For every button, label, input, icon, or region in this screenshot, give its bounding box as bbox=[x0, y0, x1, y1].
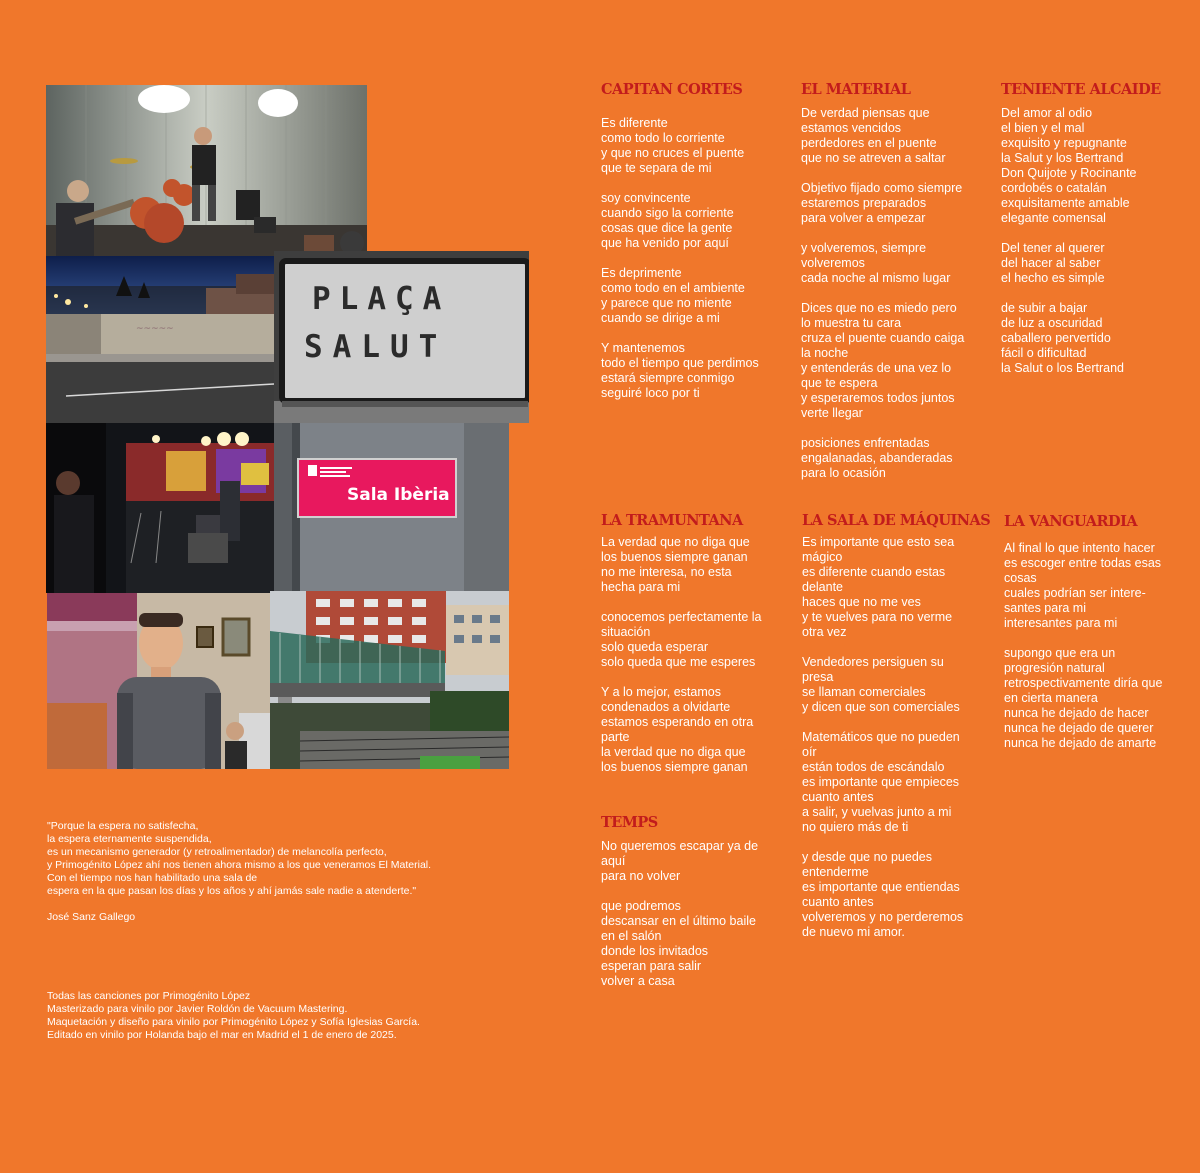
lyric-line: es escoger entre todas esas bbox=[1004, 556, 1162, 570]
lyric-line: los buenos siempre ganan bbox=[601, 550, 748, 564]
lyric-line: cosas bbox=[1004, 571, 1037, 585]
song-title: TENIENTE ALCAIDE bbox=[1001, 81, 1161, 98]
lyric-line: solo queda esperar bbox=[601, 640, 709, 654]
lyric-line: elegante comensal bbox=[1001, 211, 1106, 225]
song-teniente-alcaide bbox=[1001, 81, 1200, 376]
placa-sign-line2: SALUT bbox=[304, 329, 448, 365]
lyric-line: seguiré loco por ti bbox=[601, 386, 700, 400]
svg-text:~~~~~: ~~~~~ bbox=[136, 324, 174, 334]
lyric-line: del hacer al saber bbox=[1001, 256, 1101, 270]
lyric-stanza bbox=[801, 241, 1001, 286]
portrait-photo bbox=[47, 593, 270, 769]
lyric-line: No queremos escapar ya de bbox=[601, 839, 759, 853]
lyric-line: todo el tiempo que perdimos bbox=[601, 356, 759, 370]
lyric-line: el hecho es simple bbox=[1001, 271, 1105, 285]
lyric-stanza bbox=[802, 730, 1002, 835]
lyric-line: caballero pervertido bbox=[1001, 331, 1111, 345]
lyric-line: supongo que era un bbox=[1004, 646, 1116, 660]
lyric-line: los buenos siempre ganan bbox=[601, 760, 748, 774]
lyric-line: no quiero más de ti bbox=[802, 820, 909, 834]
lyric-line: la Salut y los Bertrand bbox=[1001, 151, 1124, 165]
lyric-line: estaremos preparados bbox=[801, 196, 927, 210]
lyric-line: descansar en el último baile bbox=[601, 914, 756, 928]
quote-line: "Porque la espera no satisfecha, bbox=[47, 820, 199, 832]
lyric-line: no me interesa, no esta bbox=[601, 565, 732, 579]
lyric-stanza bbox=[1004, 646, 1200, 751]
lyric-line: haces que no me ves bbox=[802, 595, 921, 609]
lyric-line: hecha para mi bbox=[601, 580, 681, 594]
lyric-stanza bbox=[1001, 301, 1200, 376]
lyric-line: mágico bbox=[802, 550, 843, 564]
lyric-line: otra vez bbox=[802, 625, 847, 639]
lyric-line: para no volver bbox=[601, 869, 681, 883]
lyric-line: cruza el puente cuando caiga bbox=[801, 331, 965, 345]
quote-line: y Primogénito López ahí nos tienen ahora mismo a los que veneramos El Material. bbox=[47, 859, 432, 871]
lyric-line: que no se atreven a saltar bbox=[801, 151, 946, 165]
lyric-line: Es importante que esto sea bbox=[802, 535, 955, 549]
lyric-stanza bbox=[1001, 241, 1200, 286]
song-lyrics bbox=[802, 535, 1002, 940]
lyric-line: exquisito y repugnante bbox=[1001, 136, 1127, 150]
song-lyrics bbox=[1004, 541, 1200, 751]
lyric-line: volveremos y no perderemos bbox=[802, 910, 964, 924]
lyric-stanza bbox=[601, 899, 801, 989]
quote-line: espera en la que pasan los días y los años y ahí jamás sale nadie a atenderte." bbox=[47, 885, 417, 897]
song-lyrics bbox=[1001, 106, 1200, 376]
lyric-line: se llaman comerciales bbox=[802, 685, 926, 699]
lyric-line: Es deprimente bbox=[601, 266, 682, 280]
placa-salut-sign-photo bbox=[274, 251, 529, 423]
lyric-line: Vendedores persiguen su bbox=[802, 655, 944, 669]
sala-iberia-sign-label: Sala Ibèria bbox=[347, 485, 450, 505]
lyric-line: entenderme bbox=[802, 865, 869, 879]
lyric-line: condenados a olvidarte bbox=[601, 700, 731, 714]
lyric-line: cosas que dice la gente bbox=[601, 221, 733, 235]
lyric-stanza bbox=[802, 850, 1002, 940]
sala-iberia-sign-photo bbox=[274, 423, 509, 591]
lyric-line: estamos esperando en otra bbox=[601, 715, 754, 729]
quote-line: Con el tiempo nos han habilitado una sala de bbox=[47, 872, 258, 884]
lyric-line: lo muestra tu cara bbox=[801, 316, 902, 330]
lyric-stanza bbox=[601, 341, 801, 401]
lyric-stanza bbox=[801, 301, 1001, 421]
lyric-line: oír bbox=[802, 745, 817, 759]
lyric-line: que te espera bbox=[801, 376, 878, 390]
lyric-line: como todo en el ambiente bbox=[601, 281, 745, 295]
song-lyrics bbox=[601, 535, 801, 775]
stage-setup-photo bbox=[46, 423, 274, 593]
song-la-tramuntana bbox=[601, 512, 801, 775]
song-title: LA VANGUARDIA bbox=[1004, 513, 1138, 530]
song-title: LA SALA DE MÁQUINAS bbox=[802, 512, 991, 529]
lyric-line: donde los invitados bbox=[601, 944, 709, 958]
lyric-line: Dices que no es miedo pero bbox=[801, 301, 957, 315]
lyric-line: aquí bbox=[601, 854, 626, 868]
lyric-line: Al final lo que intento hacer bbox=[1004, 541, 1155, 555]
lyric-line: esperan para salir bbox=[601, 959, 702, 973]
lyric-line: solo queda que me esperes bbox=[601, 655, 756, 669]
lyric-line: es diferente cuando estas bbox=[802, 565, 946, 579]
lyric-line: y desde que no puedes bbox=[802, 850, 932, 864]
lyric-line: Y mantenemos bbox=[601, 341, 685, 355]
lyric-line: santes para mi bbox=[1004, 601, 1086, 615]
song-capitan-cortes bbox=[601, 81, 801, 401]
placa-sign-line1: PLAÇA bbox=[312, 281, 451, 317]
night-street-photo bbox=[46, 256, 274, 423]
credits-line: Masterizado para vinilo por Javier Roldón de Vacuum Mastering. bbox=[47, 1003, 348, 1015]
lyric-stanza bbox=[1004, 541, 1200, 631]
quote-line: es un mecanismo generador (y retroalimentador) de melancolía perfecto, bbox=[47, 846, 387, 858]
lyric-line: volver a casa bbox=[601, 974, 675, 988]
lyric-line: nunca he dejado de querer bbox=[1004, 721, 1154, 735]
lyric-line: y entenderás de una vez lo bbox=[801, 361, 952, 375]
lyric-line: a salir, y vuelvas junto a mi bbox=[802, 805, 952, 819]
lyric-line: y esperaremos todos juntos bbox=[801, 391, 955, 405]
lyric-line: verte llegar bbox=[801, 406, 863, 420]
lyric-stanza bbox=[601, 191, 801, 251]
lyric-line: situación bbox=[601, 625, 651, 639]
quote-line: la espera eternamente suspendida, bbox=[47, 833, 212, 845]
lyric-line: Del tener al querer bbox=[1001, 241, 1105, 255]
lyric-line: interesantes para mi bbox=[1004, 616, 1118, 630]
lyric-line: posiciones enfrentadas bbox=[801, 436, 930, 450]
lyric-line: la verdad que no diga que bbox=[601, 745, 746, 759]
lyric-line: el bien y el mal bbox=[1001, 121, 1085, 135]
lyric-stanza bbox=[801, 436, 1001, 481]
lyric-line: para lo ocasión bbox=[801, 466, 886, 480]
lyric-stanza bbox=[802, 655, 1002, 715]
lyric-line: conocemos perfectamente la bbox=[601, 610, 762, 624]
lyric-stanza bbox=[601, 266, 801, 326]
lyric-line: retrospectivamente diría que bbox=[1004, 676, 1163, 690]
lyric-line: La verdad que no diga que bbox=[601, 535, 750, 549]
lyric-stanza bbox=[601, 685, 801, 775]
lyric-line: nunca he dejado de hacer bbox=[1004, 706, 1149, 720]
lyric-line: la noche bbox=[801, 346, 849, 360]
lyric-line: engalanadas, abanderadas bbox=[801, 451, 953, 465]
lyric-line: y te vuelves para no verme bbox=[802, 610, 953, 624]
song-lyrics bbox=[601, 116, 801, 401]
lyric-line: soy convincente bbox=[601, 191, 691, 205]
lyric-line: en cierta manera bbox=[1004, 691, 1098, 705]
lyric-line: en el salón bbox=[601, 929, 662, 943]
lyric-line: progresión natural bbox=[1004, 661, 1105, 675]
song-la-vanguardia bbox=[1004, 513, 1200, 751]
credits-line: Editado en vinilo por Holanda bajo el mar en Madrid el 1 de enero de 2025. bbox=[47, 1029, 397, 1041]
lyric-line: volveremos bbox=[801, 256, 865, 270]
lyric-line: cuanto antes bbox=[802, 895, 874, 909]
lyric-line: que te separa de mi bbox=[601, 161, 712, 175]
lyric-line: Don Quijote y Rocinante bbox=[1001, 166, 1137, 180]
lyric-line: Objetivo fijado como siempre bbox=[801, 181, 963, 195]
lyric-line: fácil o dificultad bbox=[1001, 346, 1087, 360]
quote-author: José Sanz Gallego bbox=[47, 911, 136, 923]
lyric-line: cordobés o catalán bbox=[1001, 181, 1107, 195]
credits-line: Maquetación y diseño para vinilo por Primogénito López y Sofía Iglesias García. bbox=[47, 1016, 420, 1028]
lyric-line: como todo lo corriente bbox=[601, 131, 725, 145]
lyric-line: que ha venido por aquí bbox=[601, 236, 729, 250]
song-la-sala-de-maquinas bbox=[802, 512, 1002, 940]
lyric-line: de nuevo mi amor. bbox=[802, 925, 905, 939]
lyric-line: cuando sigo la corriente bbox=[601, 206, 734, 220]
credits-line: Todas las canciones por Primogénito López bbox=[47, 990, 251, 1002]
quote-block bbox=[47, 820, 467, 924]
lyric-line: que podremos bbox=[601, 899, 681, 913]
song-title: TEMPS bbox=[601, 814, 658, 831]
lyric-line: y volveremos, siempre bbox=[801, 241, 927, 255]
lyric-line: exquisitamente amable bbox=[1001, 196, 1130, 210]
lyric-stanza bbox=[802, 535, 1002, 640]
lyric-line: cuanto antes bbox=[802, 790, 874, 804]
lyric-line: Es diferente bbox=[601, 116, 668, 130]
lyric-line: es importante que empieces bbox=[802, 775, 960, 789]
credits-block bbox=[47, 990, 477, 1042]
song-title: CAPITAN CORTES bbox=[601, 81, 743, 98]
lyric-line: parte bbox=[601, 730, 630, 744]
lyric-stanza bbox=[601, 535, 801, 595]
lyric-line: cuales podrían ser intere- bbox=[1004, 586, 1146, 600]
lyric-line: estamos vencidos bbox=[801, 121, 902, 135]
lyric-line: la Salut o los Bertrand bbox=[1001, 361, 1124, 375]
lyric-line: están todos de escándalo bbox=[802, 760, 945, 774]
song-title: EL MATERIAL bbox=[801, 81, 911, 98]
lyric-line: Del amor al odio bbox=[1001, 106, 1093, 120]
lyric-stanza bbox=[1001, 106, 1200, 226]
lyric-line: perdedores en el puente bbox=[801, 136, 937, 150]
lyric-line: y que no cruces el puente bbox=[601, 146, 745, 160]
song-temps bbox=[601, 814, 801, 989]
lyric-stanza bbox=[801, 181, 1001, 226]
lyric-line: cuando se dirige a mi bbox=[601, 311, 720, 325]
lyric-line: delante bbox=[802, 580, 844, 594]
lyric-stanza bbox=[801, 106, 1001, 166]
lyric-line: De verdad piensas que bbox=[801, 106, 930, 120]
lyric-line: es importante que entiendas bbox=[802, 880, 960, 894]
bridge-photo bbox=[270, 591, 509, 769]
song-el-material bbox=[801, 81, 1001, 481]
lyric-line: estará siempre conmigo bbox=[601, 371, 735, 385]
song-title: LA TRAMUNTANA bbox=[601, 512, 743, 529]
lyric-line: para volver a empezar bbox=[801, 211, 926, 225]
lyric-line: nunca he dejado de amarte bbox=[1004, 736, 1157, 750]
lyric-line: presa bbox=[802, 670, 834, 684]
lyric-line: Matemáticos que no pueden bbox=[802, 730, 960, 744]
lyric-stanza bbox=[601, 116, 801, 176]
song-lyrics bbox=[601, 839, 801, 989]
lyric-line: cada noche al mismo lugar bbox=[801, 271, 951, 285]
lyric-stanza bbox=[601, 610, 801, 670]
lyric-line: Y a lo mejor, estamos bbox=[601, 685, 721, 699]
song-lyrics bbox=[801, 106, 1001, 481]
lyric-line: de luz a oscuridad bbox=[1001, 316, 1103, 330]
lyric-stanza bbox=[601, 839, 801, 884]
lyric-line: y parece que no miente bbox=[601, 296, 732, 310]
band-practice-photo bbox=[46, 85, 367, 256]
lyric-line: de subir a bajar bbox=[1001, 301, 1088, 315]
lyric-line: y dicen que son comerciales bbox=[802, 700, 960, 714]
